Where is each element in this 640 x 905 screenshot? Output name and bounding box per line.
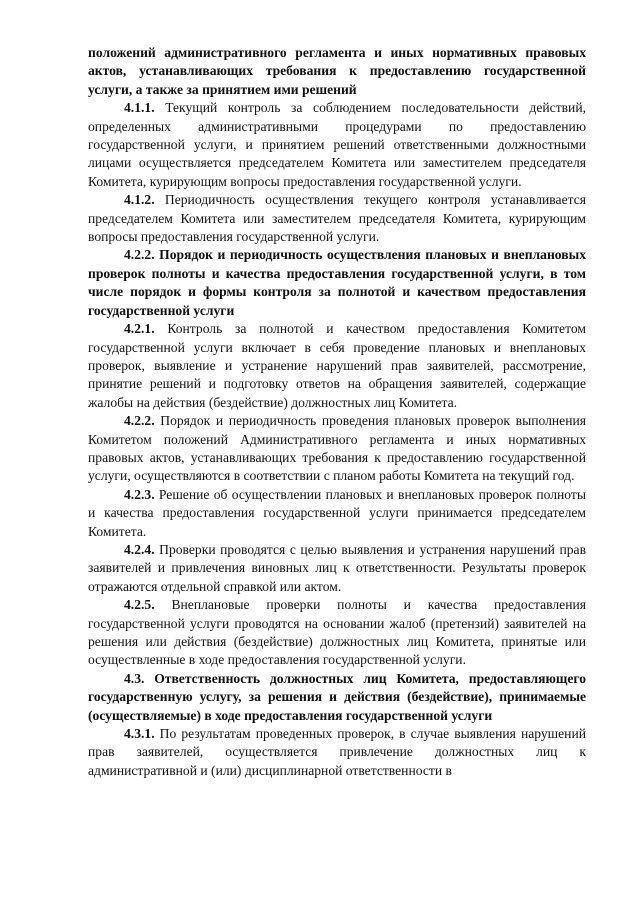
- paragraph-text: Решение об осуществлении плановых и внеплановых проверок полноты и качества предоставления государственной услуги принимается председателем Комитета.: [88, 486, 586, 539]
- paragraph-4-1-2: [88, 191, 586, 246]
- document-page: [88, 44, 586, 780]
- paragraph-4-2-5: [88, 596, 586, 670]
- paragraph-number: 4.2.3.: [124, 486, 155, 502]
- paragraph-4-3-1: [88, 725, 586, 780]
- paragraph-heading-continuation: [88, 44, 586, 99]
- heading-number: 4.2.2.: [124, 247, 155, 263]
- paragraph-text: Порядок и периодичность проведения плановых проверок выполнения Комитетом положений Административного регламента и иных нормативных правовых актов, устанавливающих требования к предоставлению государственной услуги, осуществляются в соответствии с планом работы Комитета на текущий год.: [88, 413, 586, 484]
- paragraph-4-1-1: [88, 99, 586, 191]
- paragraph-4-2-1: [88, 320, 586, 412]
- paragraph-number: 4.1.2.: [124, 192, 155, 208]
- paragraph-text: Текущий контроль за соблюдением последовательности действий, определенных административными процедурами по предоставлению государственной услуги, и принятием решений ответственными должностными лицами осуществляется председателем Комитета или заместителем председателя Комитета, курирующим вопросы предоставления государственной услуги.: [88, 100, 586, 189]
- paragraph-text: положений административного регламента и иных нормативных правовых актов, устанавливающих требования к предоставлению государственной услуги, а также за принятием ими решений: [88, 45, 586, 97]
- paragraph-4-2-3: [88, 486, 586, 541]
- heading-text: Порядок и периодичность осуществления плановых и внеплановых проверок полноты и качества предоставления государственной услуги, в том числе порядок и формы контроля за полнотой и качеством предоставления государственной услуги: [88, 247, 586, 318]
- section-heading-4-3: [88, 670, 586, 725]
- section-heading-4-2: [88, 246, 586, 320]
- paragraph-number: 4.1.1.: [124, 100, 155, 116]
- paragraph-number: 4.2.4.: [124, 541, 155, 557]
- heading-number: 4.3.: [124, 670, 145, 686]
- paragraph-number: 4.2.1.: [124, 321, 155, 337]
- paragraph-text: Контроль за полнотой и качеством предоставления Комитетом государственной услуги включает в себя проведение плановых и внеплановых проверок, выявление и устранение нарушений прав заявителей, рассмотрение, принятие решений и подготовку ответов на обращения заявителей, содержащие жалобы на действия (бездействие) должностных лиц Комитета.: [88, 321, 586, 410]
- paragraph-number: 4.2.5.: [124, 597, 155, 613]
- paragraph-text: Периодичность осуществления текущего контроля устанавливается председателем Комитета или заместителем председателя Комитета, курирующим вопросы предоставления государственной услуги.: [88, 192, 586, 245]
- paragraph-number: 4.3.1.: [124, 726, 155, 742]
- paragraph-4-2-2: [88, 412, 586, 486]
- paragraph-4-2-4: [88, 541, 586, 596]
- paragraph-text: По результатам проведенных проверок, в случае выявления нарушений прав заявителей, осуществляется привлечение должностных лиц к административной и (или) дисциплинарной ответственности в: [88, 726, 587, 778]
- paragraph-text: Проверки проводятся с целью выявления и устранения нарушений прав заявителей и привлечения виновных лиц к ответственности. Результаты проверок отражаются отдельной справкой или актом.: [88, 541, 586, 594]
- paragraph-number: 4.2.2.: [124, 413, 155, 429]
- paragraph-text: Внеплановые проверки полноты и качества предоставления государственной услуги проводятся на основании жалоб (претензий) заявителей на решения или действия (бездействие) должностных лиц Комитета, принятые или осуществленные в ходе предоставления государственной услуги.: [88, 597, 586, 668]
- heading-text: Ответственность должностных лиц Комитета, предоставляющего государственную услугу, за решения и действия (бездействие), принимаемые (осуществляемые) в ходе предоставления государственной услуги: [88, 670, 587, 723]
